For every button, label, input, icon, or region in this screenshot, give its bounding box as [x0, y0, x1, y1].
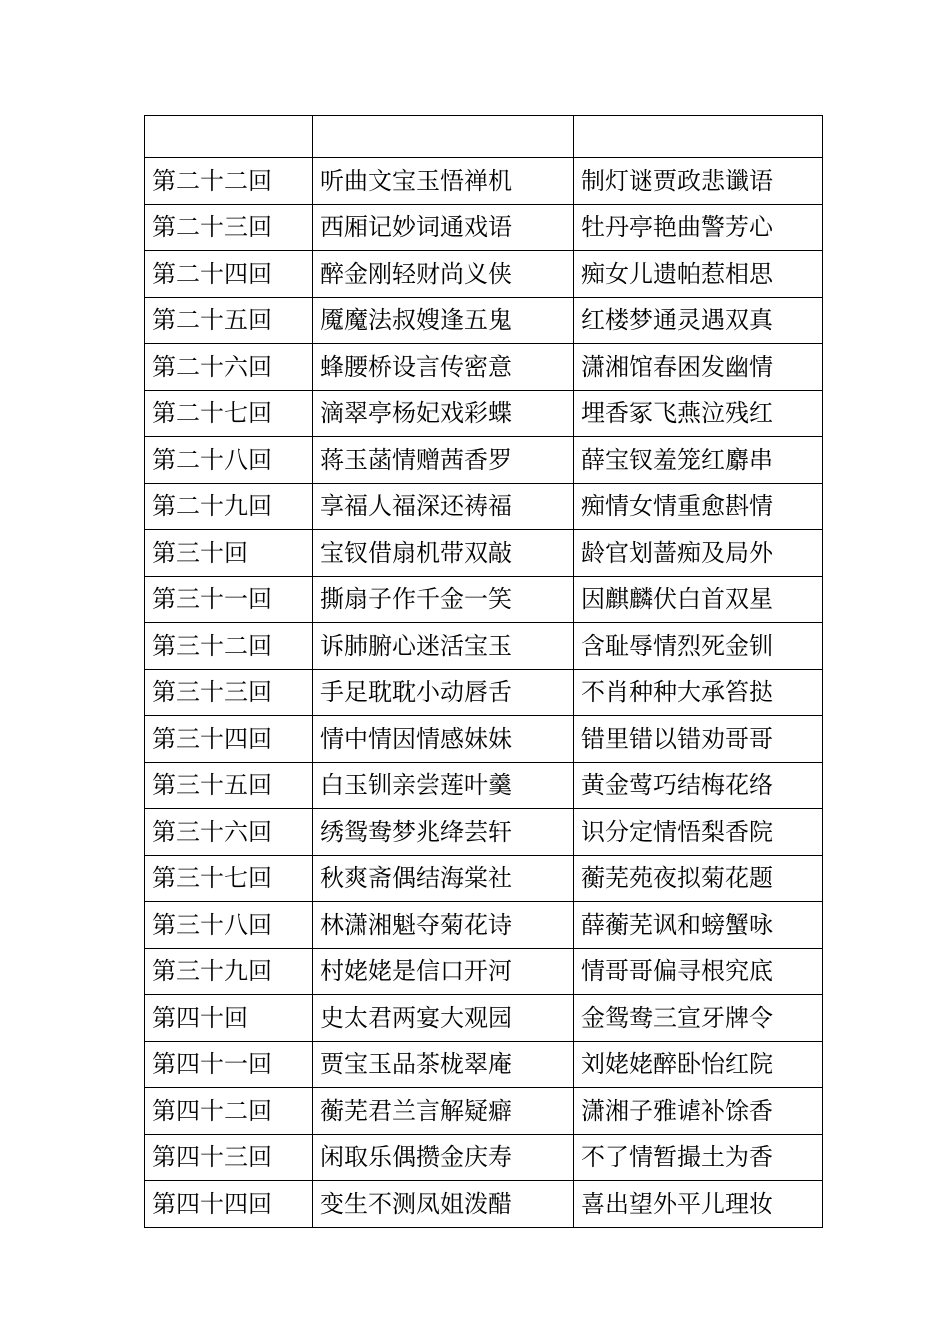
chapter-number-cell: 第四十四回 — [145, 1181, 313, 1228]
table-row — [145, 855, 823, 902]
table-row — [145, 995, 823, 1042]
header-row — [145, 116, 823, 158]
first-line-cell: 撕扇子作千金一笑 — [313, 576, 574, 623]
second-line-cell: 薛蘅芜讽和螃蟹咏 — [574, 902, 823, 949]
first-line-cell: 村姥姥是信口开河 — [313, 948, 574, 995]
chapter-number-cell: 第三十七回 — [145, 855, 313, 902]
table-row — [145, 948, 823, 995]
chapter-number-cell: 第三十三回 — [145, 669, 313, 716]
chapter-number-cell: 第二十九回 — [145, 483, 313, 530]
first-line-cell: 贾宝玉品茶栊翠庵 — [313, 1041, 574, 1088]
chapter-number-cell: 第二十七回 — [145, 390, 313, 437]
table-row — [145, 1088, 823, 1135]
chapter-number-cell: 第二十四回 — [145, 251, 313, 298]
first-line-cell: 秋爽斋偶结海棠社 — [313, 855, 574, 902]
chapter-number-cell: 第四十三回 — [145, 1134, 313, 1181]
table-row — [145, 251, 823, 298]
first-line-cell: 享福人福深还祷福 — [313, 483, 574, 530]
first-line-cell: 闲取乐偶攒金庆寿 — [313, 1134, 574, 1181]
first-line-cell: 手足耽耽小动唇舌 — [313, 669, 574, 716]
chapter-number-cell: 第二十五回 — [145, 297, 313, 344]
second-line-cell: 刘姥姥醉卧怡红院 — [574, 1041, 823, 1088]
second-line-cell: 识分定情悟梨香院 — [574, 809, 823, 856]
table-row — [145, 297, 823, 344]
chapter-number-cell: 第四十一回 — [145, 1041, 313, 1088]
second-line-cell: 制灯谜贾政悲谶语 — [574, 158, 823, 205]
chapter-table — [144, 115, 823, 1228]
first-line-cell: 滴翠亭杨妃戏彩蝶 — [313, 390, 574, 437]
first-line-cell: 林潇湘魁夺菊花诗 — [313, 902, 574, 949]
second-line-cell: 不肖种种大承笞挞 — [574, 669, 823, 716]
second-line-cell: 不了情暂撮土为香 — [574, 1134, 823, 1181]
first-line-cell: 魇魔法叔嫂逢五鬼 — [313, 297, 574, 344]
second-line-cell: 蘅芜苑夜拟菊花题 — [574, 855, 823, 902]
table-row — [145, 483, 823, 530]
first-line-cell: 听曲文宝玉悟禅机 — [313, 158, 574, 205]
second-line-cell: 潇湘馆春困发幽情 — [574, 344, 823, 391]
second-line-cell: 埋香冢飞燕泣残红 — [574, 390, 823, 437]
table-row — [145, 623, 823, 670]
first-line-cell: 宝钗借扇机带双敲 — [313, 530, 574, 577]
header-cell-second-line — [574, 116, 823, 158]
second-line-cell: 喜出望外平儿理妆 — [574, 1181, 823, 1228]
second-line-cell: 黄金莺巧结梅花络 — [574, 762, 823, 809]
first-line-cell: 史太君两宴大观园 — [313, 995, 574, 1042]
second-line-cell: 痴情女情重愈斟情 — [574, 483, 823, 530]
chapter-number-cell: 第三十一回 — [145, 576, 313, 623]
chapter-number-cell: 第三十回 — [145, 530, 313, 577]
chapter-number-cell: 第三十九回 — [145, 948, 313, 995]
second-line-cell: 痴女儿遗帕惹相思 — [574, 251, 823, 298]
chapter-number-cell: 第三十六回 — [145, 809, 313, 856]
table-row — [145, 576, 823, 623]
chapter-number-cell: 第四十回 — [145, 995, 313, 1042]
second-line-cell: 金鸳鸯三宣牙牌令 — [574, 995, 823, 1042]
chapter-number-cell: 第三十四回 — [145, 716, 313, 763]
table-row — [145, 809, 823, 856]
first-line-cell: 情中情因情感妹妹 — [313, 716, 574, 763]
table-row — [145, 669, 823, 716]
first-line-cell: 西厢记妙词通戏语 — [313, 204, 574, 251]
header-cell-chapter — [145, 116, 313, 158]
chapter-number-cell: 第二十六回 — [145, 344, 313, 391]
first-line-cell: 醉金刚轻财尚义侠 — [313, 251, 574, 298]
first-line-cell: 蒋玉菡情赠茜香罗 — [313, 437, 574, 484]
second-line-cell: 错里错以错劝哥哥 — [574, 716, 823, 763]
chapter-table-body — [145, 116, 823, 1228]
second-line-cell: 红楼梦通灵遇双真 — [574, 297, 823, 344]
table-row — [145, 1181, 823, 1228]
table-row — [145, 204, 823, 251]
chapter-number-cell: 第二十八回 — [145, 437, 313, 484]
second-line-cell: 因麒麟伏白首双星 — [574, 576, 823, 623]
chapter-number-cell: 第二十二回 — [145, 158, 313, 205]
table-row — [145, 437, 823, 484]
first-line-cell: 变生不测凤姐泼醋 — [313, 1181, 574, 1228]
second-line-cell: 龄官划蔷痴及局外 — [574, 530, 823, 577]
chapter-number-cell: 第二十三回 — [145, 204, 313, 251]
table-row — [145, 530, 823, 577]
table-row — [145, 344, 823, 391]
first-line-cell: 白玉钏亲尝莲叶羹 — [313, 762, 574, 809]
table-row — [145, 158, 823, 205]
table-row — [145, 716, 823, 763]
table-row — [145, 762, 823, 809]
first-line-cell: 诉肺腑心迷活宝玉 — [313, 623, 574, 670]
chapter-number-cell: 第三十五回 — [145, 762, 313, 809]
second-line-cell: 潇湘子雅谑补馀香 — [574, 1088, 823, 1135]
table-row — [145, 1134, 823, 1181]
header-cell-first-line — [313, 116, 574, 158]
table-row — [145, 1041, 823, 1088]
table-row — [145, 902, 823, 949]
first-line-cell: 绣鸳鸯梦兆绛芸轩 — [313, 809, 574, 856]
chapter-number-cell: 第三十八回 — [145, 902, 313, 949]
second-line-cell: 含耻辱情烈死金钏 — [574, 623, 823, 670]
first-line-cell: 蘅芜君兰言解疑癖 — [313, 1088, 574, 1135]
second-line-cell: 薛宝钗羞笼红麝串 — [574, 437, 823, 484]
chapter-number-cell: 第三十二回 — [145, 623, 313, 670]
table-row — [145, 390, 823, 437]
chapter-number-cell: 第四十二回 — [145, 1088, 313, 1135]
second-line-cell: 牡丹亭艳曲警芳心 — [574, 204, 823, 251]
second-line-cell: 情哥哥偏寻根究底 — [574, 948, 823, 995]
first-line-cell: 蜂腰桥设言传密意 — [313, 344, 574, 391]
